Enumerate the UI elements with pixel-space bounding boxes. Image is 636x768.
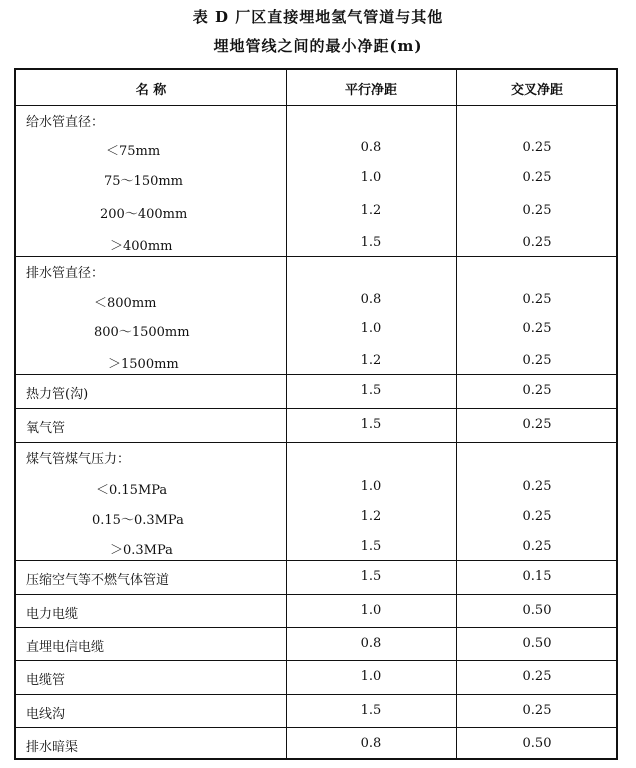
group-drainage: [16, 257, 616, 375]
row-compressed-air: [16, 561, 616, 595]
clearance-table: [14, 68, 618, 760]
row-name: ＜0.15MPa: [96, 483, 168, 498]
row-heating-pipe: [16, 375, 616, 409]
row-parallel: 1.5: [360, 383, 382, 398]
row-parallel: 0.8: [360, 636, 382, 651]
header-parallel: 平行净距: [344, 83, 397, 98]
header-cross: 交叉净距: [510, 83, 563, 98]
row-cable-conduit: [16, 661, 616, 695]
row-parallel: 0.8: [360, 292, 382, 307]
row-name: 电缆管: [26, 673, 66, 688]
row-cross: 0.50: [522, 736, 552, 751]
row-parallel: 1.5: [360, 539, 382, 554]
row-oxygen-pipe: [16, 409, 616, 443]
row-parallel: 1.0: [360, 479, 382, 494]
row-cross: 0.25: [522, 383, 552, 398]
row-name: 热力管(沟): [26, 387, 89, 402]
row-name: 电线沟: [26, 707, 66, 722]
row-parallel: 1.0: [360, 669, 382, 684]
row-cross: 0.25: [522, 479, 552, 494]
row-cross: 0.50: [522, 636, 552, 651]
row-cross: 0.25: [522, 703, 552, 718]
row-name: ＞400mm: [110, 239, 173, 254]
row-cross: 0.25: [522, 509, 552, 524]
row-cross: 0.25: [522, 353, 552, 368]
row-name: 0.15～0.3MPa: [92, 513, 184, 528]
row-cross: 0.25: [522, 170, 552, 185]
row-power-cable: [16, 595, 616, 628]
row-name: 排水暗渠: [26, 740, 79, 755]
table-title-line2: 埋地管线之间的最小净距(m): [213, 37, 423, 55]
row-parallel: 1.2: [360, 353, 382, 368]
row-name: 800～1500mm: [94, 325, 190, 340]
row-cross: 0.25: [522, 235, 552, 250]
row-parallel: 1.2: [360, 203, 382, 218]
table-title-line1: 表 D 厂区直接埋地氢气管道与其他: [192, 8, 444, 26]
row-drain-culvert: [16, 728, 616, 760]
row-cross: 0.50: [522, 603, 552, 618]
group-water-supply: [16, 106, 616, 257]
row-name: 75～150mm: [104, 174, 184, 189]
row-name: 电力电缆: [26, 607, 79, 622]
row-name: ＜800mm: [94, 296, 157, 311]
header-name: 名 称: [135, 83, 167, 98]
row-cross: 0.25: [522, 417, 552, 432]
row-parallel: 1.0: [360, 170, 382, 185]
row-cross: 0.25: [522, 539, 552, 554]
row-parallel: 1.5: [360, 569, 382, 584]
row-cross: 0.25: [522, 669, 552, 684]
row-parallel: 1.5: [360, 235, 382, 250]
group-title: 排水管直径：: [26, 266, 105, 281]
row-parallel: 0.8: [360, 140, 382, 155]
row-parallel: 1.0: [360, 321, 382, 336]
row-name: ＞0.3MPa: [110, 543, 173, 558]
row-cross: 0.25: [522, 203, 552, 218]
group-title: 给水管直径：: [26, 115, 105, 130]
row-name: 直埋电信电缆: [26, 640, 105, 655]
row-cross: 0.25: [522, 140, 552, 155]
row-parallel: 1.5: [360, 417, 382, 432]
row-name: ＞1500mm: [108, 357, 179, 372]
row-parallel: 1.0: [360, 603, 382, 618]
row-parallel: 1.5: [360, 703, 382, 718]
row-parallel: 1.2: [360, 509, 382, 524]
row-cross: 0.25: [522, 321, 552, 336]
group-title: 煤气管煤气压力：: [26, 452, 131, 467]
row-cable-trench: [16, 695, 616, 728]
row-cross: 0.25: [522, 292, 552, 307]
row-name: 氧气管: [26, 421, 66, 436]
row-name: 200～400mm: [100, 207, 188, 222]
group-gas-pipe: [16, 443, 616, 561]
row-telecom-cable: [16, 628, 616, 661]
header-row: [16, 70, 616, 106]
row-parallel: 0.8: [360, 736, 382, 751]
row-name: ＜75mm: [106, 144, 161, 159]
row-name: 压缩空气等不燃气体管道: [26, 573, 170, 588]
row-cross: 0.15: [522, 569, 552, 584]
